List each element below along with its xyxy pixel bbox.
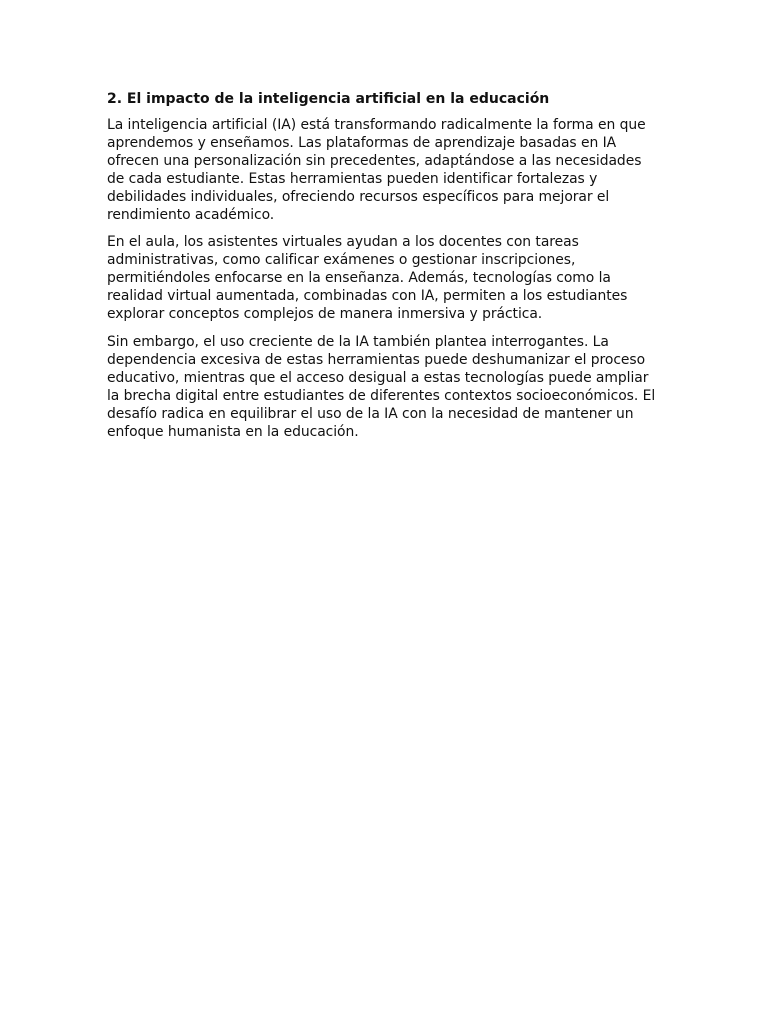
paragraph-line: administrativas, como calificar exámenes o gestionar inscripciones,: [107, 252, 576, 269]
paragraph-line: la brecha digital entre estudiantes de diferentes contextos socioeconómicos. El: [107, 387, 656, 404]
paragraph-line: Sin embargo, el uso creciente de la IA también plantea interrogantes. La: [107, 333, 609, 350]
paragraph-line: En el aula, los asistentes virtuales ayudan a los docentes con tareas: [107, 234, 579, 251]
paragraph-line: desafío radica en equilibrar el uso de la IA con la necesidad de mantener un: [107, 405, 634, 422]
paragraph-line: aprendemos y enseñamos. Las plataformas de aprendizaje basadas en IA: [107, 134, 617, 151]
section-heading: 2. El impacto de la inteligencia artificial en la educación: [107, 91, 550, 107]
paragraph-line: realidad virtual aumentada, combinadas con IA, permiten a los estudiantes: [107, 288, 628, 305]
paragraph-line: enfoque humanista en la educación.: [107, 423, 359, 440]
paragraph-line: rendimiento académico.: [107, 206, 275, 223]
paragraph-line: permitiéndoles enfocarse en la enseñanza. Además, tecnologías como la: [107, 270, 611, 287]
paragraph-line: La inteligencia artificial (IA) está transformando radicalmente la forma en que: [107, 117, 646, 133]
paragraph-line: explorar conceptos complejos de manera inmersiva y práctica.: [107, 306, 543, 323]
paragraph-line: debilidades individuales, ofreciendo recursos específicos para mejorar el: [107, 188, 610, 205]
paragraph-1: [107, 117, 663, 224]
paragraph-line: educativo, mientras que el acceso desigual a estas tecnologías puede ampliar: [107, 369, 649, 386]
document-content: [107, 90, 663, 451]
paragraph-line: de cada estudiante. Estas herramientas pueden identificar fortalezas y: [107, 170, 598, 187]
paragraph-2: [107, 234, 663, 324]
paragraph-3: [107, 334, 663, 441]
paragraph-line: ofrecen una personalización sin precedentes, adaptándose a las necesidades: [107, 152, 642, 169]
paragraph-line: dependencia excesiva de estas herramientas puede deshumanizar el proceso: [107, 351, 646, 368]
